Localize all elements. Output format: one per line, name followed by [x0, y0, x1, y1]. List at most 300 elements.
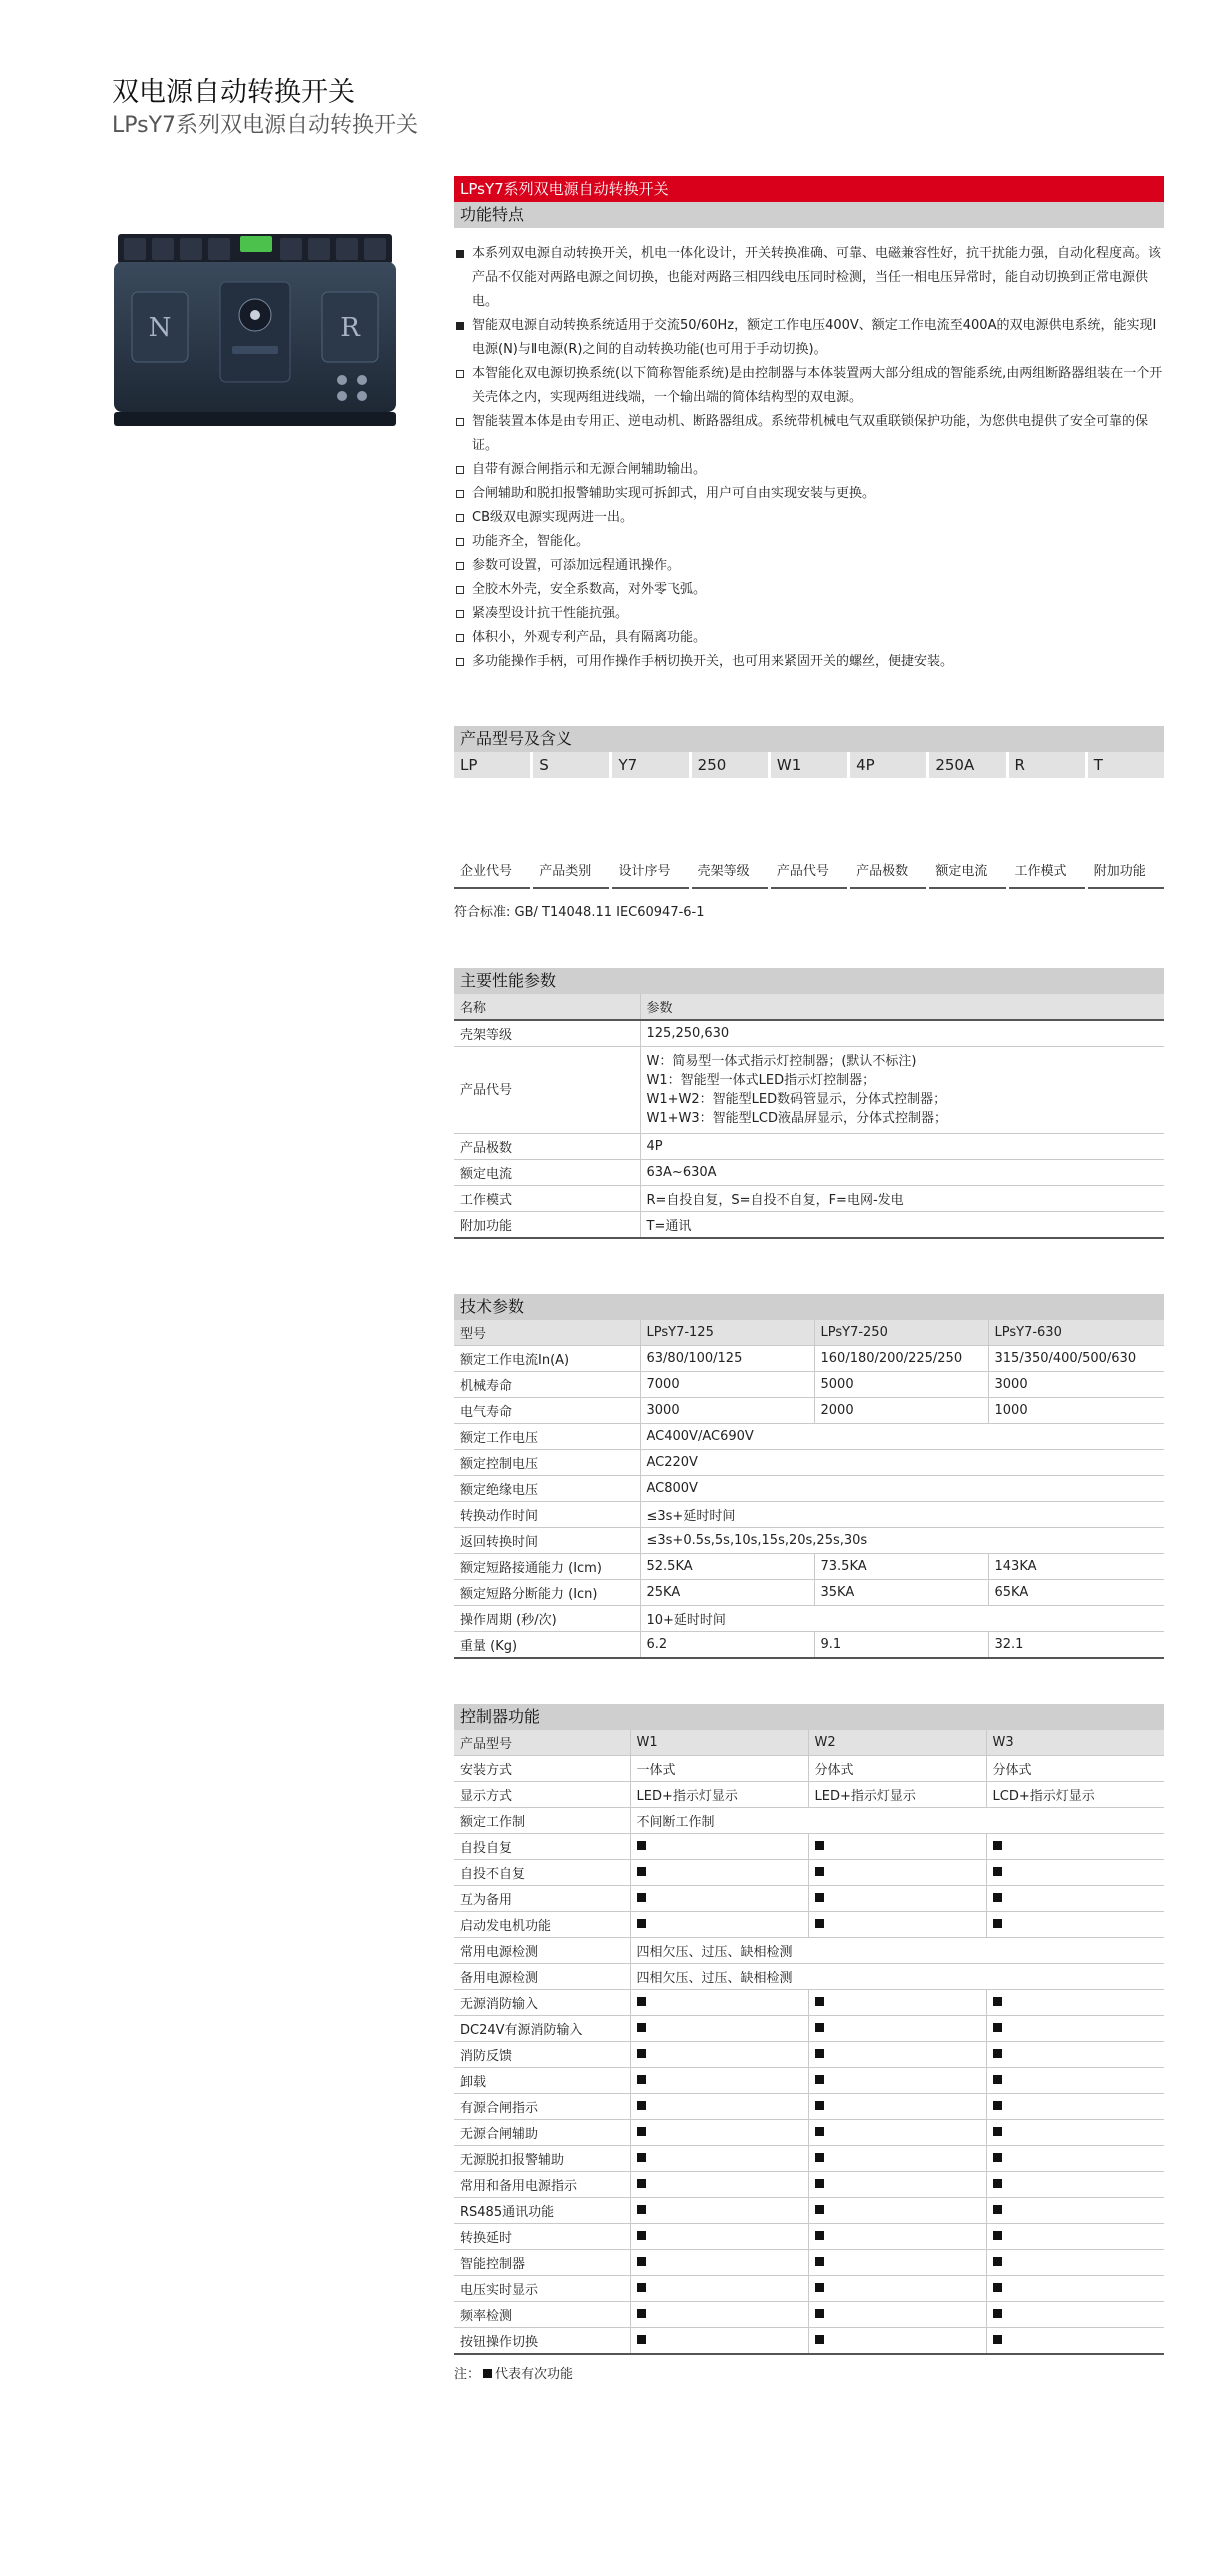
model-code-cell: 250A [929, 752, 1005, 778]
function-value-cell: 不间断工作制 [630, 1808, 1164, 1834]
filled-square-icon [993, 2309, 1002, 2318]
function-mark-cell [808, 1886, 986, 1912]
model-code-cell: R [1009, 752, 1085, 778]
spec-value-cell: 73.5KA [814, 1554, 988, 1580]
function-name-cell: 转换延时 [454, 2224, 630, 2250]
filled-square-icon [815, 2179, 824, 2188]
function-mark-cell [808, 2172, 986, 2198]
function-mark-cell [630, 2198, 808, 2224]
spec-value-cell: 32.1 [988, 1632, 1164, 1659]
table-row [454, 1912, 1164, 1938]
filled-square-icon [815, 2309, 824, 2318]
feature-text: 多功能操作手柄，可用作操作手柄切换开关，也可用来紧固开关的螺丝，便捷安装。 [472, 654, 954, 669]
function-mark-cell [808, 1990, 986, 2016]
param-value-line: R=自投自复，S=自投不自复，F=电网-发电 [646, 1193, 904, 1208]
function-mark-cell [808, 2094, 986, 2120]
header-cell: 名称 [454, 994, 640, 1020]
feature-item [454, 362, 1164, 410]
table-row [454, 1808, 1164, 1834]
table-row [454, 1938, 1164, 1964]
function-value-cell: LCD+指示灯显示 [986, 1782, 1164, 1808]
controller-heading: 控制器功能 [454, 1704, 1164, 1730]
feature-text: 本系列双电源自动转换开关，机电一体化设计，开关转换准确、可靠、电磁兼容性好，抗干扰能力强，自动化程度高。该产品不仅能对两路电源之间切换，也能对两路三相四线电压同时检测，当任一相电压异常时，能自动切换到正常电源供电。 [472, 246, 1162, 309]
function-mark-cell [986, 2198, 1164, 2224]
function-mark-cell [630, 2146, 808, 2172]
function-mark-cell [986, 1886, 1164, 1912]
feature-text: 合闸辅助和脱扣报警辅助实现可拆卸式，用户可自由实现安装与更换。 [472, 486, 876, 501]
model-meaning-cell: 企业代号 [454, 860, 530, 889]
table-row [454, 2328, 1164, 2355]
spec-value-cell: 35KA [814, 1580, 988, 1606]
function-name-cell: 额定工作制 [454, 1808, 630, 1834]
function-name-cell: 常用电源检测 [454, 1938, 630, 1964]
model-section [454, 726, 1164, 920]
spec-value-cell: 143KA [988, 1554, 1164, 1580]
filled-square-icon [993, 2257, 1002, 2266]
function-name-cell: 备用电源检测 [454, 1964, 630, 1990]
feature-item [454, 410, 1164, 458]
param-value-line: W1+W2：智能型LED数码管显示，分体式控制器； [646, 1092, 947, 1107]
features-list [454, 242, 1164, 674]
model-code-cell: S [533, 752, 609, 778]
function-mark-cell [986, 2042, 1164, 2068]
table-row [454, 1450, 1164, 1476]
feature-text: 智能装置本体是由专用正、逆电动机、断路器组成。系统带机械电气双重联锁保护功能，为您供电提供了安全可靠的保证。 [472, 414, 1149, 453]
param-value-cell [640, 1047, 1164, 1134]
feature-text: 智能双电源自动转换系统适用于交流50/60Hz，额定工作电压400V、额定工作电流至400A的双电源供电系统，能实现Ⅰ电源(N)与Ⅱ电源(R)之间的自动转换功能(也可用于手动切换)。 [472, 318, 1157, 357]
function-mark-cell [986, 1834, 1164, 1860]
param-name-cell: 附加功能 [454, 1212, 640, 1239]
function-mark-cell [630, 1834, 808, 1860]
function-mark-cell [630, 1990, 808, 2016]
model-meaning-cell: 附加功能 [1088, 860, 1164, 889]
filled-square-icon [993, 2101, 1002, 2110]
table-row [454, 1186, 1164, 1212]
table-row [454, 2068, 1164, 2094]
param-value-cell [640, 1134, 1164, 1160]
spec-name-cell: 返回转换时间 [454, 1528, 640, 1554]
table-row [454, 2172, 1164, 2198]
table-row [454, 1212, 1164, 1239]
filled-square-icon [637, 2075, 646, 2084]
function-mark-cell [808, 2302, 986, 2328]
filled-square-icon [993, 2075, 1002, 2084]
function-value-cell: LED+指示灯显示 [630, 1782, 808, 1808]
function-mark-cell [986, 1860, 1164, 1886]
table-row [454, 2146, 1164, 2172]
filled-square-icon [815, 1997, 824, 2006]
filled-square-icon [993, 2231, 1002, 2240]
spec-value-cell: 6.2 [640, 1632, 814, 1659]
table-row [454, 1632, 1164, 1659]
spec-value-cell: 65KA [988, 1580, 1164, 1606]
performance-table [454, 994, 1164, 1239]
page-title: 双电源自动转换开关 [112, 77, 355, 108]
spec-value-cell: 315/350/400/500/630 [988, 1346, 1164, 1372]
model-meaning-cell: 设计序号 [612, 860, 688, 889]
spec-name-cell: 机械寿命 [454, 1372, 640, 1398]
hollow-square-bullet-icon [456, 634, 464, 642]
header-cell: LPsY7-630 [988, 1320, 1164, 1346]
header-cell: 产品型号 [454, 1730, 630, 1756]
function-mark-cell [808, 1834, 986, 1860]
spec-name-cell: 转换动作时间 [454, 1502, 640, 1528]
feature-item [454, 650, 1164, 674]
table-row [454, 1528, 1164, 1554]
model-meaning-cell: 壳架等级 [692, 860, 768, 889]
hollow-square-bullet-icon [456, 514, 464, 522]
filled-square-icon [815, 2075, 824, 2084]
filled-square-icon [993, 2283, 1002, 2292]
param-name-cell: 额定电流 [454, 1160, 640, 1186]
filled-square-icon [815, 2049, 824, 2058]
function-mark-cell [986, 2172, 1164, 2198]
feature-text: 自带有源合闸指示和无源合闸辅助输出。 [472, 462, 707, 477]
filled-square-icon [993, 1841, 1002, 1850]
table-header-row [454, 1730, 1164, 1756]
function-value-cell: 一体式 [630, 1756, 808, 1782]
filled-square-icon [637, 2049, 646, 2058]
technical-table [454, 1320, 1164, 1659]
filled-square-icon [637, 2023, 646, 2032]
spec-value-cell: 2000 [814, 1398, 988, 1424]
function-mark-cell [808, 2224, 986, 2250]
function-mark-cell [630, 1886, 808, 1912]
function-mark-cell [808, 1912, 986, 1938]
features-section [454, 176, 1164, 674]
function-name-cell: 自投不自复 [454, 1860, 630, 1886]
header-cell: LPsY7-250 [814, 1320, 988, 1346]
table-row [454, 2094, 1164, 2120]
table-row [454, 1398, 1164, 1424]
table-row [454, 1990, 1164, 2016]
filled-square-icon [815, 2101, 824, 2110]
spec-name-cell: 额定工作电流In(A) [454, 1346, 640, 1372]
function-name-cell: 消防反馈 [454, 2042, 630, 2068]
n-label: N [148, 313, 172, 343]
feature-item [454, 242, 1164, 314]
filled-square-icon [993, 2049, 1002, 2058]
param-name-cell: 产品代号 [454, 1047, 640, 1134]
filled-square-icon [993, 2179, 1002, 2188]
model-meaning-cell: 产品极数 [850, 860, 926, 889]
function-name-cell: 互为备用 [454, 1886, 630, 1912]
hollow-square-bullet-icon [456, 658, 464, 666]
controller-note [454, 2363, 1164, 2382]
param-value-line: 4P [646, 1139, 663, 1154]
filled-square-icon [637, 1867, 646, 1876]
table-row [454, 1424, 1164, 1450]
feature-item [454, 578, 1164, 602]
function-name-cell: 按钮操作切换 [454, 2328, 630, 2355]
function-name-cell: 安装方式 [454, 1756, 630, 1782]
feature-text: 功能齐全，智能化。 [472, 534, 590, 549]
model-heading: 产品型号及含义 [454, 726, 1164, 752]
param-value-line: 63A~630A [646, 1165, 717, 1180]
filled-square-icon [815, 1867, 824, 1876]
table-row [454, 1860, 1164, 1886]
param-value-line: W1：智能型一体式LED指示灯控制器； [646, 1073, 876, 1088]
spec-name-cell: 额定工作电压 [454, 1424, 640, 1450]
page-subtitle: LPsY7系列双电源自动转换开关 [112, 113, 419, 138]
filled-square-icon [993, 2023, 1002, 2032]
param-value-cell [640, 1186, 1164, 1212]
spec-name-cell: 重量 (Kg) [454, 1632, 640, 1659]
filled-square-icon [993, 2205, 1002, 2214]
function-name-cell: 有源合闸指示 [454, 2094, 630, 2120]
controller-table [454, 1730, 1164, 2355]
table-row [454, 2042, 1164, 2068]
hollow-square-bullet-icon [456, 610, 464, 618]
param-value-line: T=通讯 [646, 1219, 692, 1234]
function-value-cell: 四相欠压、过压、缺相检测 [630, 1938, 1164, 1964]
note-prefix: 注： [454, 2367, 481, 2382]
model-meaning-cell: 产品类别 [533, 860, 609, 889]
table-row [454, 1756, 1164, 1782]
feature-text: 本智能化双电源切换系统(以下简称智能系统)是由控制器与本体装置两大部分组成的智能系统,由两组断路器组装在一个开关壳体之内，实现两组进线端，一个输出端的简体结构型的双电源。 [472, 366, 1163, 405]
filled-square-icon [815, 1841, 824, 1850]
table-row [454, 1580, 1164, 1606]
table-row [454, 1554, 1164, 1580]
function-mark-cell [808, 2198, 986, 2224]
model-code-cell: LP [454, 752, 530, 778]
function-mark-cell [808, 2120, 986, 2146]
spec-value-cell: 7000 [640, 1372, 814, 1398]
filled-square-bullet-icon [456, 250, 464, 258]
performance-section [454, 968, 1164, 1239]
function-name-cell: 自投自复 [454, 1834, 630, 1860]
param-value-line: W1+W3：智能型LCD液晶屏显示，分体式控制器； [646, 1111, 947, 1126]
spec-name-cell: 操作周期 (秒/次) [454, 1606, 640, 1632]
hollow-square-bullet-icon [456, 562, 464, 570]
param-value-line: W：简易型一体式指示灯控制器；(默认不标注) [646, 1054, 917, 1069]
feature-item [454, 506, 1164, 530]
function-value-cell: 分体式 [808, 1756, 986, 1782]
table-row [454, 1502, 1164, 1528]
feature-item [454, 314, 1164, 362]
hollow-square-bullet-icon [456, 466, 464, 474]
model-meaning-cell: 产品代号 [771, 860, 847, 889]
param-name-cell: 工作模式 [454, 1186, 640, 1212]
filled-square-icon [637, 1997, 646, 2006]
spec-value-cell: 25KA [640, 1580, 814, 1606]
function-mark-cell [808, 2276, 986, 2302]
model-meanings [454, 860, 1164, 889]
model-meaning-cell: 额定电流 [929, 860, 1005, 889]
note-suffix: 代表有次功能 [495, 2367, 574, 2382]
function-mark-cell [630, 2068, 808, 2094]
param-value-line: 125,250,630 [646, 1026, 730, 1041]
table-header-row [454, 994, 1164, 1020]
filled-square-icon [993, 1893, 1002, 1902]
function-mark-cell [630, 2094, 808, 2120]
spec-value-cell: ≤3s+0.5s,5s,10s,15s,20s,25s,30s [640, 1528, 1164, 1554]
model-code-cell: 250 [692, 752, 768, 778]
param-name-cell: 产品极数 [454, 1134, 640, 1160]
function-mark-cell [630, 2224, 808, 2250]
param-value-cell [640, 1020, 1164, 1047]
filled-square-icon [815, 2205, 824, 2214]
function-name-cell: 卸载 [454, 2068, 630, 2094]
header-cell: W1 [630, 1730, 808, 1756]
function-mark-cell [808, 2146, 986, 2172]
table-row [454, 2276, 1164, 2302]
function-mark-cell [808, 2016, 986, 2042]
feature-text: 体积小，外观专利产品，具有隔离功能。 [472, 630, 707, 645]
function-mark-cell [808, 2068, 986, 2094]
standard-text: 符合标准: GB/ T14048.11 IEC60947-6-1 [454, 905, 705, 920]
function-name-cell: 无源脱扣报警辅助 [454, 2146, 630, 2172]
function-name-cell: 常用和备用电源指示 [454, 2172, 630, 2198]
technical-section [454, 1294, 1164, 1659]
filled-square-icon [637, 2309, 646, 2318]
param-value-cell [640, 1160, 1164, 1186]
header-cell: W2 [808, 1730, 986, 1756]
function-value-cell: 四相欠压、过压、缺相检测 [630, 1964, 1164, 1990]
header-cell: 参数 [640, 994, 1164, 1020]
table-row [454, 2302, 1164, 2328]
function-mark-cell [986, 1912, 1164, 1938]
feature-item [454, 602, 1164, 626]
table-row [454, 2250, 1164, 2276]
spec-value-cell: AC220V [640, 1450, 1164, 1476]
spec-name-cell: 额定绝缘电压 [454, 1476, 640, 1502]
function-mark-cell [630, 2328, 808, 2355]
filled-square-icon [637, 1893, 646, 1902]
spec-value-cell: 9.1 [814, 1632, 988, 1659]
spec-value-cell: AC400V/AC690V [640, 1424, 1164, 1450]
filled-square-icon [637, 2127, 646, 2136]
table-row [454, 1476, 1164, 1502]
function-name-cell: DC24V有源消防输入 [454, 2016, 630, 2042]
function-mark-cell [630, 1912, 808, 1938]
product-image [110, 230, 400, 430]
filled-square-icon [993, 1867, 1002, 1876]
hollow-square-bullet-icon [456, 490, 464, 498]
function-name-cell: 智能控制器 [454, 2250, 630, 2276]
feature-item [454, 626, 1164, 650]
table-row [454, 1886, 1164, 1912]
function-mark-cell [630, 2250, 808, 2276]
filled-square-icon [993, 2127, 1002, 2136]
table-row [454, 1047, 1164, 1134]
filled-square-icon [815, 1893, 824, 1902]
param-name-cell: 壳架等级 [454, 1020, 640, 1047]
filled-square-icon [993, 1919, 1002, 1928]
filled-square-bullet-icon [456, 322, 464, 330]
feature-text: CB级双电源实现两进一出。 [472, 510, 633, 525]
function-mark-cell [986, 2276, 1164, 2302]
filled-square-icon [637, 2335, 646, 2344]
function-mark-cell [986, 2120, 1164, 2146]
feature-text: 紧凑型设计抗干性能抗强。 [472, 606, 629, 621]
spec-value-cell: 10+延时时间 [640, 1606, 1164, 1632]
controller-section [454, 1704, 1164, 2382]
function-mark-cell [808, 2042, 986, 2068]
function-mark-cell [808, 1860, 986, 1886]
r-label: R [340, 313, 360, 343]
filled-square-icon [993, 2335, 1002, 2344]
filled-square-icon [815, 2231, 824, 2240]
function-name-cell: 启动发电机功能 [454, 1912, 630, 1938]
spec-name-cell: 额定短路分断能力 (Icn) [454, 1580, 640, 1606]
table-row [454, 2016, 1164, 2042]
model-code-cell: Y7 [612, 752, 688, 778]
spec-value-cell: 5000 [814, 1372, 988, 1398]
spec-name-cell: 额定短路接通能力 (Icm) [454, 1554, 640, 1580]
filled-square-icon [815, 2335, 824, 2344]
performance-heading: 主要性能参数 [454, 968, 1164, 994]
filled-square-icon [815, 2257, 824, 2266]
model-codes [454, 752, 1164, 778]
function-value-cell: LED+指示灯显示 [808, 1782, 986, 1808]
filled-square-icon [637, 2231, 646, 2240]
filled-square-icon [815, 1919, 824, 1928]
function-mark-cell [986, 2146, 1164, 2172]
function-mark-cell [986, 1990, 1164, 2016]
features-heading: 功能特点 [454, 202, 1164, 228]
feature-item [454, 530, 1164, 554]
table-row [454, 1372, 1164, 1398]
table-row [454, 1834, 1164, 1860]
table-row [454, 1964, 1164, 1990]
filled-square-icon [483, 2369, 492, 2378]
function-mark-cell [630, 2276, 808, 2302]
feature-item [454, 482, 1164, 506]
filled-square-icon [993, 2153, 1002, 2162]
spec-value-cell: 63/80/100/125 [640, 1346, 814, 1372]
model-meaning-cell: 工作模式 [1009, 860, 1085, 889]
spec-name-cell: 电气寿命 [454, 1398, 640, 1424]
function-mark-cell [630, 2302, 808, 2328]
spec-value-cell: AC800V [640, 1476, 1164, 1502]
filled-square-icon [637, 2153, 646, 2162]
hollow-square-bullet-icon [456, 370, 464, 378]
filled-square-icon [815, 2127, 824, 2136]
header-cell: 型号 [454, 1320, 640, 1346]
function-mark-cell [986, 2250, 1164, 2276]
function-mark-cell [630, 2172, 808, 2198]
model-code-cell: 4P [850, 752, 926, 778]
function-value-cell: 分体式 [986, 1756, 1164, 1782]
table-row [454, 1346, 1164, 1372]
function-name-cell: 无源消防输入 [454, 1990, 630, 2016]
hollow-square-bullet-icon [456, 586, 464, 594]
spec-value-cell: 160/180/200/225/250 [814, 1346, 988, 1372]
function-mark-cell [630, 2016, 808, 2042]
table-row [454, 2120, 1164, 2146]
table-row [454, 1782, 1164, 1808]
function-mark-cell [808, 2328, 986, 2355]
function-name-cell: 电压实时显示 [454, 2276, 630, 2302]
filled-square-icon [815, 2023, 824, 2032]
function-mark-cell [986, 2016, 1164, 2042]
model-code-cell: T [1088, 752, 1164, 778]
model-code-cell: W1 [771, 752, 847, 778]
table-row [454, 1606, 1164, 1632]
function-mark-cell [630, 1860, 808, 1886]
table-row [454, 2224, 1164, 2250]
spec-name-cell: 额定控制电压 [454, 1450, 640, 1476]
feature-text: 全胶木外壳，安全系数高，对外零飞弧。 [472, 582, 707, 597]
product-series-title: LPsY7系列双电源自动转换开关 [454, 176, 1164, 202]
spec-value-cell: 3000 [988, 1372, 1164, 1398]
filled-square-icon [815, 2153, 824, 2162]
hollow-square-bullet-icon [456, 538, 464, 546]
table-row [454, 1160, 1164, 1186]
function-name-cell: 无源合闸辅助 [454, 2120, 630, 2146]
header-cell: W3 [986, 1730, 1164, 1756]
